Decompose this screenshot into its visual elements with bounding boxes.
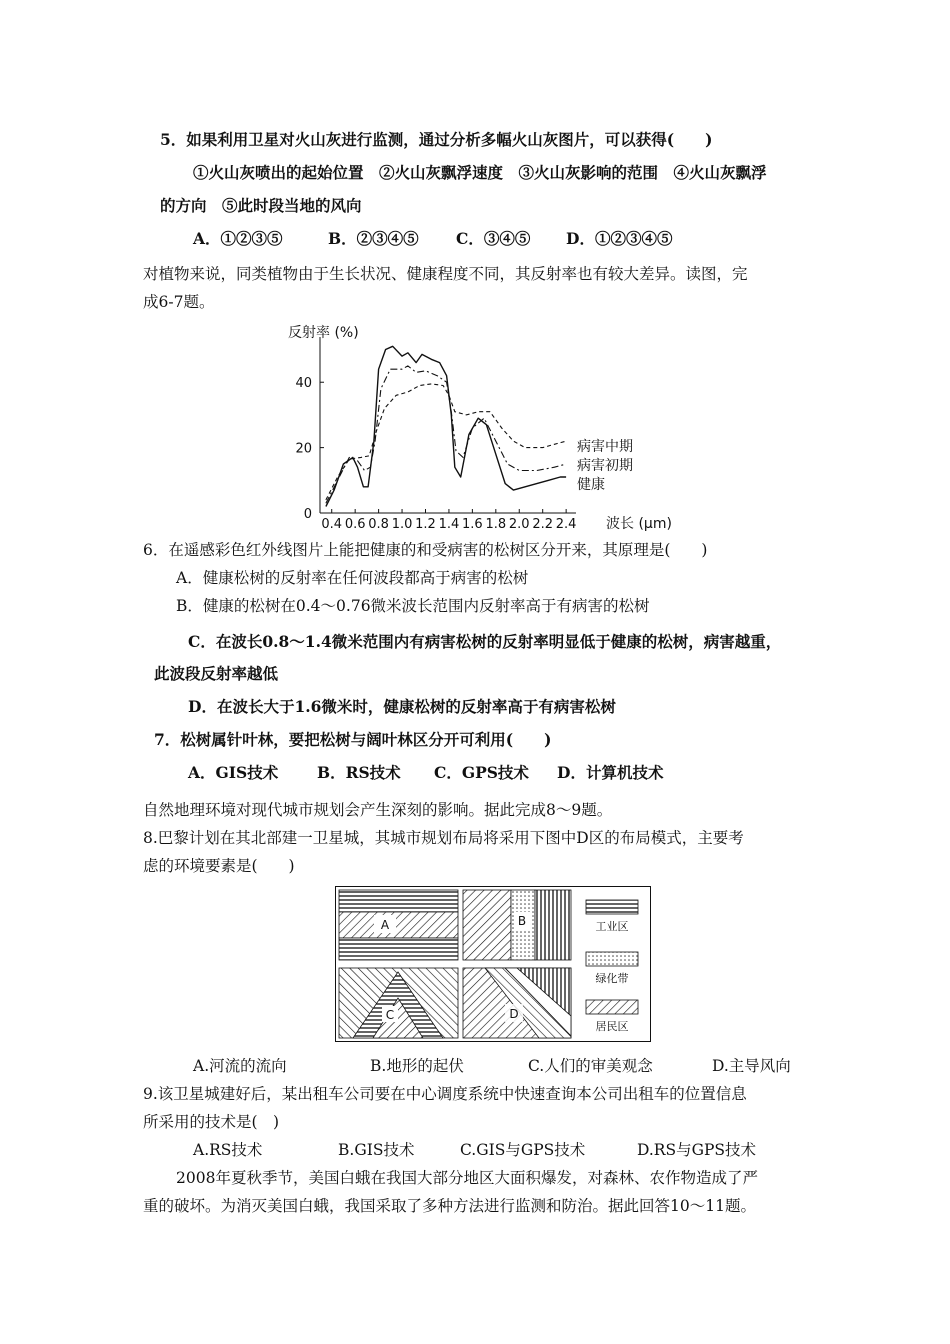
x-tick-label: 1.0 <box>391 517 413 532</box>
intro-10-11-line1: 2008年夏秋季节，美国白蛾在我国大部分地区大面积爆发，对森林、农作物造成了严 <box>176 1169 758 1187</box>
series-line-0 <box>326 346 566 506</box>
q7-option-c: C．GPS技术 <box>434 763 529 782</box>
q6-option-a: A．健康松树的反射率在任何波段都高于病害的松树 <box>176 569 529 587</box>
panel-b-label: B <box>517 914 527 928</box>
legend-label-mid: 病害中期 <box>577 439 633 455</box>
q5-items-line1: ①火山灰喷出的起始位置 ②火山灰飘浮速度 ③火山灰影响的范围 ④火山灰飘浮 <box>193 163 767 182</box>
x-tick-label: 0.6 <box>344 517 366 532</box>
q6-option-c-line1: C．在波长0.8～1.4微米范围内有病害松树的反射率明显低于健康的松树，病害越重， <box>188 632 782 651</box>
legend-greenbelt: 绿化带 <box>595 972 629 985</box>
q5-items-line2: 的方向 ⑤此时段当地的风向 <box>160 196 362 215</box>
x-tick-label: 2.0 <box>508 517 530 532</box>
q5-option-c: C．③④⑤ <box>456 229 531 248</box>
intro-6-7-line2: 成6-7题。 <box>143 293 215 311</box>
q7-stem: 7．松树属针叶林，要把松树与阔叶林区分开可利用( ) <box>154 730 552 749</box>
legend-label-healthy: 健康 <box>577 477 605 493</box>
q5-stem: 5．如果利用卫星对火山灰进行监测，通过分析多幅火山灰图片，可以获得( ) <box>160 130 713 149</box>
q8-stem-line2: 虑的环境要素是( ) <box>143 857 295 875</box>
chart-series <box>326 346 566 506</box>
y-tick-label: 0 <box>303 507 312 522</box>
q5-option-b: B．②③④⑤ <box>328 229 419 248</box>
legend-residential: 居民区 <box>595 1020 629 1033</box>
x-tick-label: 0.8 <box>368 517 389 532</box>
q5-option-d: D．①②③④⑤ <box>566 229 673 248</box>
x-tick-label: 1.2 <box>415 517 436 532</box>
q9-option-d: D.RS与GPS技术 <box>637 1141 757 1159</box>
q9-stem-line1: 9.该卫星城建好后，某出租车公司要在中心调度系统中快速查询本公司出租车的位置信息 <box>143 1085 747 1103</box>
q9-stem-line2: 所采用的技术是( ) <box>143 1113 280 1131</box>
q6-option-c-line2: 此波段反射率越低 <box>154 664 279 683</box>
q9-option-a: A.RS技术 <box>193 1141 263 1159</box>
x-tick-label: 1.8 <box>485 517 507 532</box>
panel-c-label: C <box>385 1008 395 1022</box>
chart-text <box>288 325 672 532</box>
q8-option-d: D.主导风向 <box>712 1057 791 1075</box>
panel-a <box>339 890 458 960</box>
panel-c <box>339 968 458 1038</box>
intro-6-7-line1: 对植物来说，同类植物由于生长状况、健康程度不同，其反射率也有较大差异。读图，完 <box>143 265 748 283</box>
q6-stem: 6．在遥感彩色红外线图片上能把健康的和受病害的松树区分开来，其原理是( ) <box>143 541 708 559</box>
q8-option-a: A.河流的流向 <box>193 1057 287 1075</box>
panel-a-label: A <box>380 918 390 932</box>
y-axis-label: 反射率 (%) <box>288 325 359 341</box>
chart-axes <box>295 337 576 532</box>
y-tick-label: 20 <box>295 441 312 457</box>
x-axis-label: 波长 (μm) <box>606 516 672 532</box>
q5-option-a: A．①②③⑤ <box>193 229 283 248</box>
q9-option-c: C.GIS与GPS技术 <box>460 1141 586 1159</box>
legend-label-early: 病害初期 <box>577 458 633 474</box>
q7-option-d: D．计算机技术 <box>557 763 664 782</box>
intro-8-9: 自然地理环境对现代城市规划会产生深刻的影响。据此完成8～9题。 <box>143 801 613 819</box>
q7-option-a: A．GIS技术 <box>188 763 279 782</box>
q8-option-b: B.地形的起伏 <box>370 1057 464 1075</box>
intro-10-11-line2: 重的破坏。为消灭美国白蛾，我国采取了多种方法进行监测和防治。据此回答10～11题。 <box>143 1197 756 1215</box>
x-tick-label: 1.4 <box>438 517 460 532</box>
panel-d <box>463 968 571 1038</box>
y-tick-label: 40 <box>295 376 312 392</box>
panel-b <box>463 890 571 960</box>
q6-option-b: B．健康的松树在0.4～0.76微米波长范围内反射率高于有病害的松树 <box>176 597 650 615</box>
x-tick-label: 0.4 <box>321 517 343 532</box>
q6-option-d: D．在波长大于1.6微米时，健康松树的反射率高于有病害松树 <box>188 697 616 716</box>
series-line-1 <box>326 366 566 503</box>
q8-option-c: C.人们的审美观念 <box>528 1057 653 1075</box>
x-tick-label: 2.4 <box>555 517 577 532</box>
q8-stem-line1: 8.巴黎计划在其北部建一卫星城，其城市规划布局将采用下图中D区的布局模式，主要考 <box>143 829 744 847</box>
q9-option-b: B.GIS技术 <box>338 1141 415 1159</box>
x-tick-label: 2.2 <box>532 517 554 532</box>
q7-option-b: B．RS技术 <box>317 763 401 782</box>
x-tick-label: 1.6 <box>462 517 483 532</box>
urban-layout-diagram <box>335 886 651 1042</box>
legend-industrial: 工业区 <box>595 920 629 933</box>
series-line-2 <box>326 384 566 500</box>
panel-d-label: D <box>509 1007 519 1021</box>
